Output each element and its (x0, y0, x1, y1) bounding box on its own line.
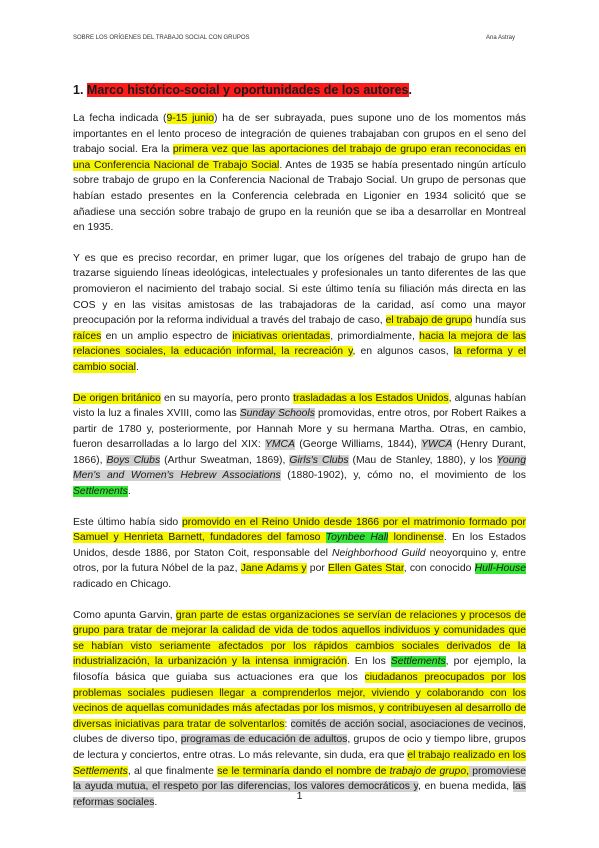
page-number: 1 (296, 790, 303, 802)
section-heading: 1. Marco histórico-social y oportunidades de los autores. (73, 83, 412, 97)
header-title: SOBRE LOS ORÍGENES DEL TRABAJO SOCIAL CON GRUPOS (73, 35, 250, 41)
paragraph-4: Este último había sido promovido en el Reino Unido desde 1866 por el matrimonio formado por Samuel y Henrieta Barnett, fundadores del famoso Toynbee Hall londinense. En los Estados Unidos, desde 1886, por Staton Coit, responsable del Neighborhood Guild neoyorquino y, entre otros, por la futura Nóbel de la paz, Jane Adams y por Ellen Gates Star, con conocido Hull-House radicado en Chicago. (73, 516, 526, 591)
paragraph-1: La fecha indicada (9-15 junio) ha de ser subrayada, pues supone uno de los momentos más importantes en el lento proceso de integración de quienes trabajaban con grupos en el seno del trabajo social. Era la primera vez que las aportaciones del trabajo de grupo eran reconocidas en una Conferencia Nacional de Trabajo Social. Antes de 1935 se había presentado ningún artículo sobre trabajo de grupo en la Conferencia Nacional de Trabajo Social. Un grupo de personas que habían estado presentes en la Conferencia celebrada en Ligonier en 1934 solicitó que se añadiese una sección sobre trabajo de grupo en la reunión que se iba a desarrollar en Montreal en 1935. (73, 113, 526, 234)
paragraph-2: Y es que es preciso recordar, en primer lugar, que los orígenes del trabajo de grupo han de trazarse siguiendo líneas ideológicas, intelectuales y profesionales un tanto diferentes de las que promovieron el nacimiento del trabajo social. Si este último tenía su filiación más directa en las COS y en las visitas amistosas de las trabajadoras de la caridad, así como una mayor preocupación por la reforma individual a través del trabajo de caso, el trabajo de grupo hundía sus raíces en un amplio espectro de iniciativas orientadas, primordialmente, hacia la mejora de las relaciones sociales, la educación informal, la recreación y, en algunos casos, la reforma y el cambio social. (73, 252, 526, 373)
paragraph-5: Como apunta Garvin, gran parte de estas organizaciones se servían de relaciones y procesos de grupo para tratar de mejorar la calidad de vida de todos aquellos individuos y comunidades que se habían visto seriamente afectados por los rápidos cambios sociales derivados de la industrialización, la urbanización y la intensa inmigración. En los Settlements, por ejemplo, la filosofía básica que guiaba sus actuaciones era que los ciudadanos preocupados por los problemas sociales pudiesen llegar a comprenderlos mejor, viviendo y colaborando con los vecinos de aquellas comunidades más afectadas por los mismos, y contribuyesen al desarrollo de diversas iniciativas para tratar de solventarlos: comités de acción social, asociaciones de vecinos, clubes de diverso tipo, programas de educación de adultos, grupos de ocio y tiempo libre, grupos de lectura y conciertos, entre otras. Lo más relevante, sin duda, era que el trabajo realizado en los Settlements, al que finalmente se le terminaría dando el nombre de trabajo de grupo, promoviese la ayuda mutua, el respeto por las diferencias, los valores democráticos y, en buena medida, las reformas sociales. (73, 609, 527, 808)
running-header (73, 35, 515, 41)
page-content (73, 82, 526, 825)
header-author: Ana Astray (485, 35, 515, 41)
paragraph-3: De origen británico en su mayoría, pero pronto trasladadas a los Estados Unidos, algunas habían visto la luz a finales XVIII, como las Sunday Schools promovidas, entre otros, por Robert Raikes a partir de 1780 y, posteriormente, por Hannah More y su hermana Martha. Otras, en cambio, fueron desarrolladas a lo largo del XIX: YMCA (George Williams, 1844), YWCA (Henry Durant, 1866), Boys Clubs (Arthur Sweatman, 1869), Girls's Clubs (Mau de Stanley, 1880), y los Young Men's and Women's Hebrew Associations (1880-1902), y, cómo no, el movimiento de los Settlements. (73, 392, 527, 498)
